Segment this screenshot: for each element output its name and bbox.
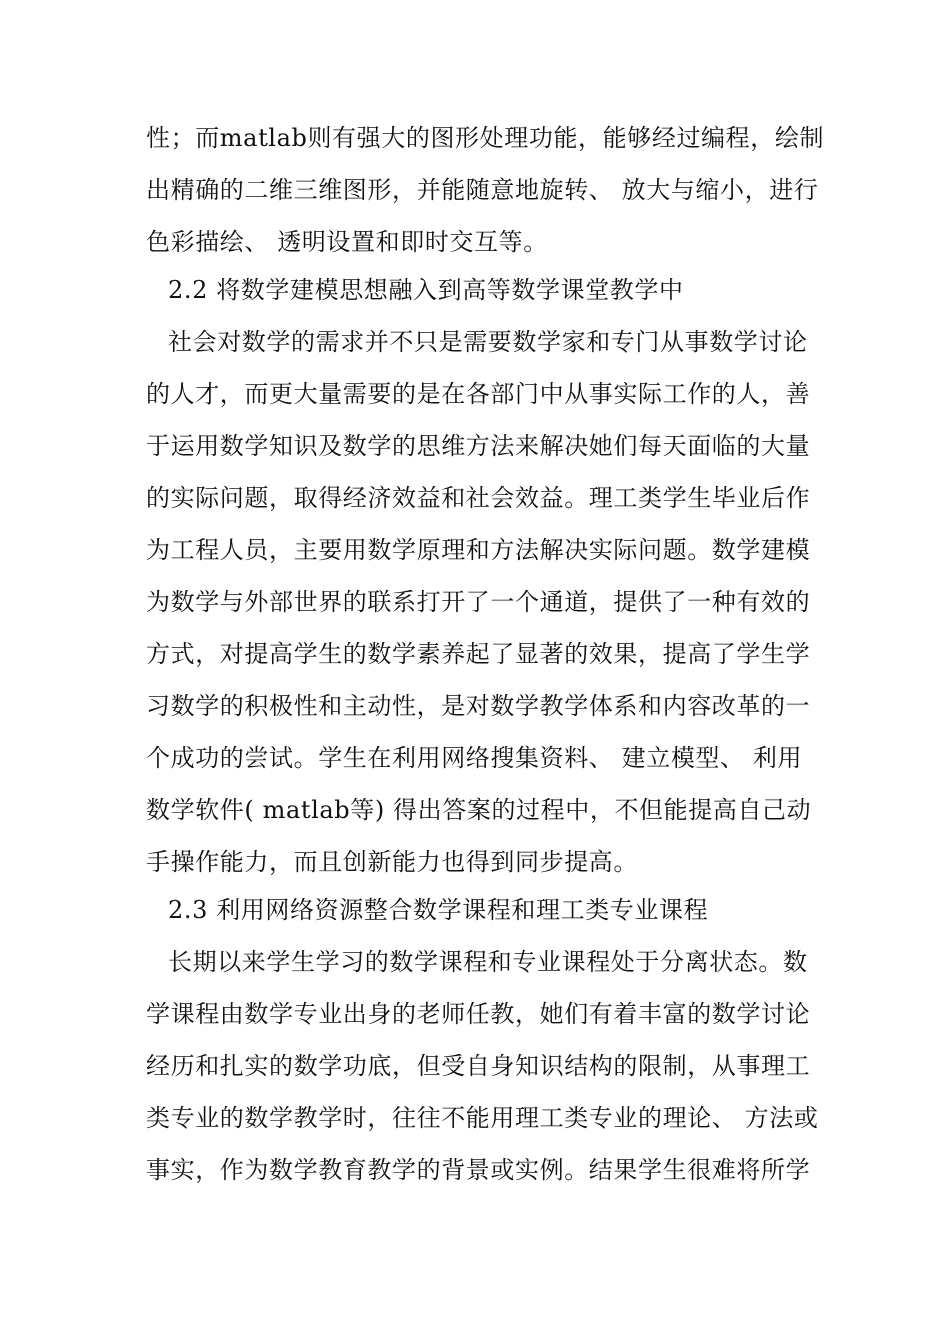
text-line: 手操作能力，而且创新能力也得到同步提高。 [146, 848, 638, 876]
text-line: 的实际问题，取得经济效益和社会效益。理工类学生毕业后作 [146, 484, 811, 512]
section-heading: 2.2 将数学建模思想融入到高等数学课堂教学中 [168, 276, 684, 304]
text-line: 长期以来学生学习的数学课程和专业课程处于分离状态。数 [168, 948, 808, 976]
text-line: 为数学与外部世界的联系打开了一个通道，提供了一种有效的 [146, 588, 811, 616]
section-heading: 2.3 利用网络资源整合数学课程和理工类专业课程 [168, 896, 709, 924]
text-line: 经历和扎实的数学功底，但受自身知识结构的限制，从事理工 [146, 1052, 811, 1080]
text-line: 个成功的尝试。学生在利用网络搜集资料、 建立模型、 利用 [146, 744, 803, 772]
text-line: 方式，对提高学生的数学素养起了显著的效果，提高了学生学 [146, 640, 811, 668]
text-line: 于运用数学知识及数学的思维方法来解决她们每天面临的大量 [146, 432, 811, 460]
text-line: 学课程由数学专业出身的老师任教，她们有着丰富的数学讨论 [146, 1000, 811, 1028]
text-line: 的人才，而更大量需要的是在各部门中从事实际工作的人，善 [146, 380, 811, 408]
text-line: 性；而matlab则有强大的图形处理功能，能够经过编程，绘制 [146, 124, 825, 152]
text-line: 色彩描绘、 透明设置和即时交互等。 [146, 228, 548, 256]
text-line: 数学软件( matlab等) 得出答案的过程中，不但能提高自己动 [146, 796, 812, 824]
text-line: 出精确的二维三维图形，并能随意地旋转、 放大与缩小，进行 [146, 176, 819, 204]
text-line: 为工程人员，主要用数学原理和方法解决实际问题。数学建模 [146, 536, 811, 564]
text-line: 事实，作为数学教育教学的背景或实例。结果学生很难将所学 [146, 1156, 811, 1184]
text-line: 类专业的数学教学时，往往不能用理工类专业的理论、 方法或 [146, 1104, 819, 1132]
text-line: 社会对数学的需求并不只是需要数学家和专门从事数学讨论 [168, 328, 808, 356]
text-line: 习数学的积极性和主动性，是对数学教学体系和内容改革的一 [146, 692, 811, 720]
